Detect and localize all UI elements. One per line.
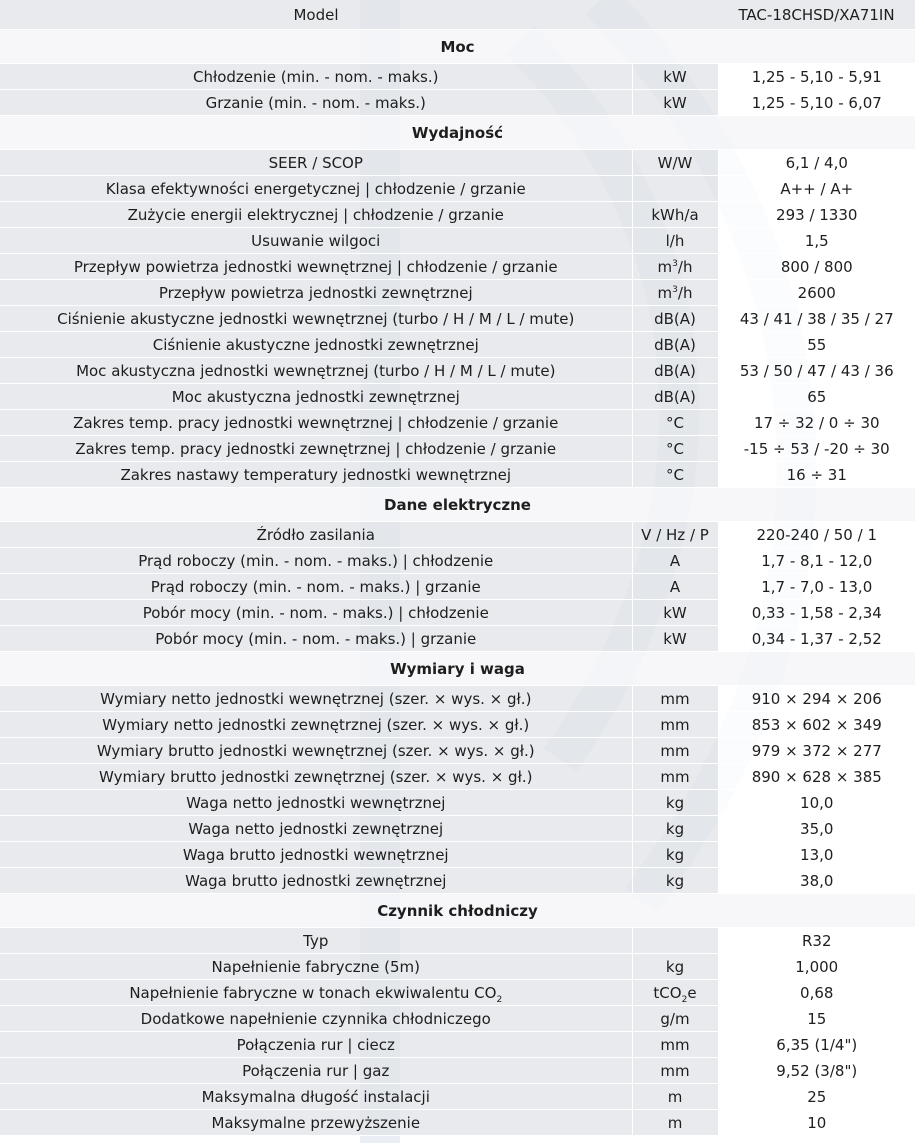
param-value: 6,1 / 4,0 [718, 150, 915, 176]
param-name: Prąd roboczy (min. - nom. - maks.) | grzanie [0, 574, 632, 600]
param-value: 10 [718, 1110, 915, 1136]
table-row [0, 764, 915, 790]
param-value: 890 × 628 × 385 [718, 764, 915, 790]
param-value: A++ / A+ [718, 176, 915, 202]
param-value: R32 [718, 928, 915, 954]
param-name: Moc akustyczna jednostki wewnętrznej (turbo / H / M / L / mute) [0, 358, 632, 384]
param-name: Wymiary netto jednostki zewnętrznej (szer. × wys. × gł.) [0, 712, 632, 738]
param-value: 35,0 [718, 816, 915, 842]
param-name: Napełnienie fabryczne (5m) [0, 954, 632, 980]
param-value: 65 [718, 384, 915, 410]
param-value: 43 / 41 / 38 / 35 / 27 [718, 306, 915, 332]
table-row [0, 90, 915, 116]
param-value: 6,35 (1/4") [718, 1032, 915, 1058]
param-name: SEER / SCOP [0, 150, 632, 176]
param-unit: $m^3/h$ [632, 254, 718, 280]
table-row [0, 712, 915, 738]
param-name: Ciśnienie akustyczne jednostki wewnętrznej (turbo / H / M / L / mute) [0, 306, 632, 332]
param-name: Zakres nastawy temperatury jednostki wewnętrznej [0, 462, 632, 488]
param-unit: kW [632, 626, 718, 652]
table-row [0, 462, 915, 488]
param-name: Typ [0, 928, 632, 954]
param-name: Zakres temp. pracy jednostki wewnętrznej | chłodzenie / grzanie [0, 410, 632, 436]
param-unit: °C [632, 410, 718, 436]
param-name: Zakres temp. pracy jednostki zewnętrznej | chłodzenie / grzanie [0, 436, 632, 462]
param-value: 293 / 1330 [718, 202, 915, 228]
table-row [0, 790, 915, 816]
param-unit: A [632, 548, 718, 574]
model-label: Model [0, 0, 632, 30]
param-unit: tCO$_2$e [632, 980, 718, 1006]
param-name: Waga netto jednostki zewnętrznej [0, 816, 632, 842]
param-value: 979 × 372 × 277 [718, 738, 915, 764]
param-unit: mm [632, 686, 718, 712]
table-row [0, 548, 915, 574]
param-name: Połączenia rur | gaz [0, 1058, 632, 1084]
param-value: 1,25 - 5,10 - 5,91 [718, 64, 915, 90]
table-row [0, 1110, 915, 1136]
param-value: 0,33 - 1,58 - 2,34 [718, 600, 915, 626]
param-name: Maksymalna długość instalacji [0, 1084, 632, 1110]
param-name: Przepływ powietrza jednostki zewnętrznej [0, 280, 632, 306]
table-row [0, 1032, 915, 1058]
table-row [0, 228, 915, 254]
param-name: Moc akustyczna jednostki zewnętrznej [0, 384, 632, 410]
param-unit: kWh/a [632, 202, 718, 228]
param-value: 53 / 50 / 47 / 43 / 36 [718, 358, 915, 384]
table-row [0, 384, 915, 410]
param-value: 220-240 / 50 / 1 [718, 522, 915, 548]
param-value: 38,0 [718, 868, 915, 894]
param-name: Zużycie energii elektrycznej | chłodzenie / grzanie [0, 202, 632, 228]
param-unit: mm [632, 764, 718, 790]
param-unit: $m^3/h$ [632, 280, 718, 306]
section-header [0, 894, 915, 928]
model-unit [632, 0, 718, 30]
table-row [0, 686, 915, 712]
param-value: 16 ÷ 31 [718, 462, 915, 488]
param-unit: dB(A) [632, 332, 718, 358]
param-unit: mm [632, 1058, 718, 1084]
section-header [0, 116, 915, 150]
param-name: Dodatkowe napełnienie czynnika chłodniczego [0, 1006, 632, 1032]
section-title: Wymiary i waga [0, 652, 915, 686]
table-row [0, 64, 915, 90]
param-name: Chłodzenie (min. - nom. - maks.) [0, 64, 632, 90]
param-value: 17 ÷ 32 / 0 ÷ 30 [718, 410, 915, 436]
table-row [0, 928, 915, 954]
param-value: 1,7 - 7,0 - 13,0 [718, 574, 915, 600]
section-header [0, 652, 915, 686]
param-unit: kg [632, 816, 718, 842]
param-unit: m [632, 1084, 718, 1110]
param-value: 10,0 [718, 790, 915, 816]
param-unit: kg [632, 842, 718, 868]
section-title: Moc [0, 30, 915, 64]
param-unit: mm [632, 1032, 718, 1058]
table-row [0, 626, 915, 652]
table-row [0, 738, 915, 764]
param-name: Grzanie (min. - nom. - maks.) [0, 90, 632, 116]
model-value: TAC-18CHSD/XA71IN [718, 0, 915, 30]
param-name: Klasa efektywności energetycznej | chłodzenie / grzanie [0, 176, 632, 202]
param-value: 25 [718, 1084, 915, 1110]
param-unit: W/W [632, 150, 718, 176]
section-header [0, 30, 915, 64]
param-value: 9,52 (3/8") [718, 1058, 915, 1084]
param-value: 0,68 [718, 980, 915, 1006]
param-name: Waga brutto jednostki zewnętrznej [0, 868, 632, 894]
param-value: 15 [718, 1006, 915, 1032]
section-title: Dane elektryczne [0, 488, 915, 522]
param-value: 13,0 [718, 842, 915, 868]
param-name: Wymiary brutto jednostki zewnętrznej (szer. × wys. × gł.) [0, 764, 632, 790]
param-unit: V / Hz / P [632, 522, 718, 548]
section-title: Wydajność [0, 116, 915, 150]
param-unit: mm [632, 738, 718, 764]
param-unit: A [632, 574, 718, 600]
table-row [0, 254, 915, 280]
table-row [0, 816, 915, 842]
table-row [0, 574, 915, 600]
param-unit: m [632, 1110, 718, 1136]
param-unit: kW [632, 600, 718, 626]
param-unit: kg [632, 790, 718, 816]
param-name: Pobór mocy (min. - nom. - maks.) | grzanie [0, 626, 632, 652]
param-unit [632, 176, 718, 202]
table-row [0, 436, 915, 462]
param-unit: °C [632, 462, 718, 488]
param-unit: kg [632, 954, 718, 980]
param-name: Waga brutto jednostki wewnętrznej [0, 842, 632, 868]
table-row [0, 980, 915, 1006]
header-row [0, 0, 915, 30]
table-row [0, 176, 915, 202]
param-name: Ciśnienie akustyczne jednostki zewnętrznej [0, 332, 632, 358]
param-name: Połączenia rur | ciecz [0, 1032, 632, 1058]
param-name: Wymiary brutto jednostki wewnętrznej (szer. × wys. × gł.) [0, 738, 632, 764]
param-name: Prąd roboczy (min. - nom. - maks.) | chłodzenie [0, 548, 632, 574]
param-name: Pobór mocy (min. - nom. - maks.) | chłodzenie [0, 600, 632, 626]
param-name: Napełnienie fabryczne w tonach ekwiwalentu $CO_2$ [0, 980, 632, 1006]
param-value: 910 × 294 × 206 [718, 686, 915, 712]
table-row [0, 202, 915, 228]
param-unit: kW [632, 90, 718, 116]
table-row [0, 600, 915, 626]
table-row [0, 410, 915, 436]
param-name: Usuwanie wilgoci [0, 228, 632, 254]
param-name: Waga netto jednostki wewnętrznej [0, 790, 632, 816]
table-row [0, 150, 915, 176]
param-unit: l/h [632, 228, 718, 254]
table-row [0, 306, 915, 332]
param-value: 2600 [718, 280, 915, 306]
table-row [0, 332, 915, 358]
param-name: Przepływ powietrza jednostki wewnętrznej | chłodzenie / grzanie [0, 254, 632, 280]
param-name: Wymiary netto jednostki wewnętrznej (szer. × wys. × gł.) [0, 686, 632, 712]
section-title: Czynnik chłodniczy [0, 894, 915, 928]
param-unit: dB(A) [632, 306, 718, 332]
table-row [0, 842, 915, 868]
table-row [0, 1058, 915, 1084]
param-unit: °C [632, 436, 718, 462]
table-row [0, 1006, 915, 1032]
param-name: Maksymalne przewyższenie [0, 1110, 632, 1136]
table-row [0, 1084, 915, 1110]
param-unit: mm [632, 712, 718, 738]
param-unit: dB(A) [632, 358, 718, 384]
param-value: 1,5 [718, 228, 915, 254]
param-name: Źródło zasilania [0, 522, 632, 548]
param-value: 800 / 800 [718, 254, 915, 280]
table-row [0, 280, 915, 306]
param-value: 0,34 - 1,37 - 2,52 [718, 626, 915, 652]
param-unit: kW [632, 64, 718, 90]
param-value: 55 [718, 332, 915, 358]
param-unit: kg [632, 868, 718, 894]
param-value: 1,25 - 5,10 - 6,07 [718, 90, 915, 116]
param-unit: dB(A) [632, 384, 718, 410]
param-value: 1,000 [718, 954, 915, 980]
table-row [0, 358, 915, 384]
table-row [0, 954, 915, 980]
table-row [0, 868, 915, 894]
param-unit [632, 928, 718, 954]
param-value: -15 ÷ 53 / -20 ÷ 30 [718, 436, 915, 462]
param-unit: g/m [632, 1006, 718, 1032]
section-header [0, 488, 915, 522]
table-row [0, 522, 915, 548]
param-value: 853 × 602 × 349 [718, 712, 915, 738]
param-value: 1,7 - 8,1 - 12,0 [718, 548, 915, 574]
